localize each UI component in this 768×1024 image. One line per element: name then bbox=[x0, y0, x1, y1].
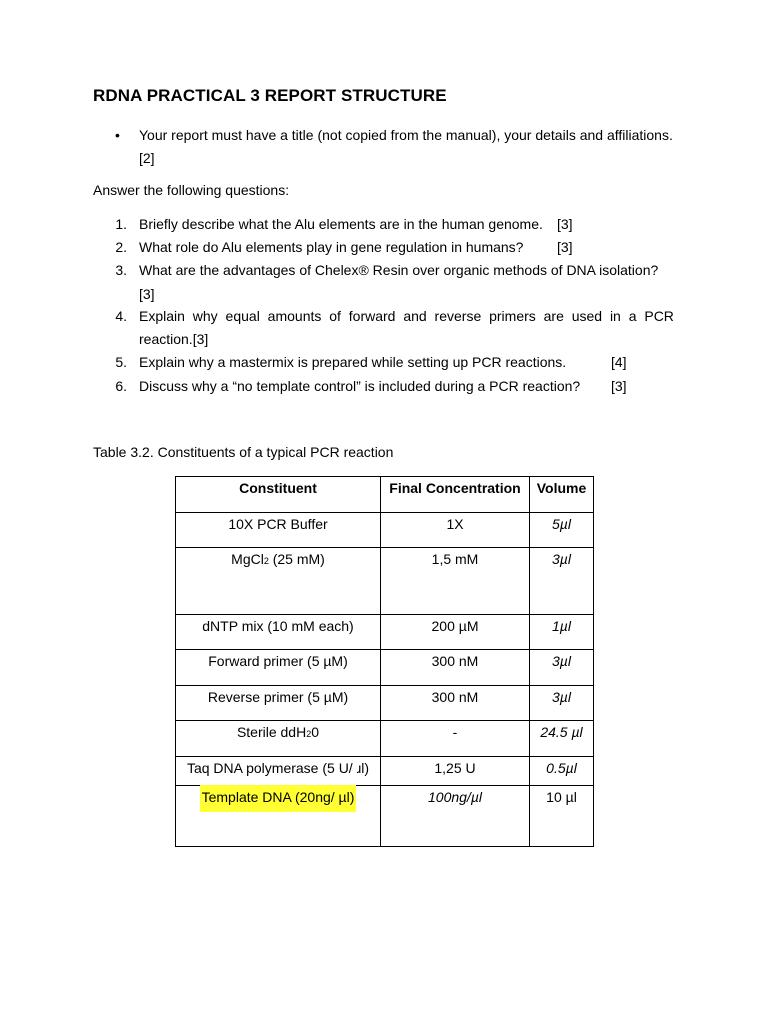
question-word: forward bbox=[348, 308, 396, 324]
table-header-row bbox=[176, 477, 594, 513]
question-number: 3. bbox=[115, 262, 127, 278]
cell-concentration: 300 nM bbox=[381, 686, 530, 721]
question-number: 2. bbox=[115, 239, 127, 255]
question-word: in bbox=[609, 308, 621, 324]
cell-concentration: 100ng/µl bbox=[381, 786, 530, 847]
cell-concentration: 300 nM bbox=[381, 650, 530, 686]
question-text: Discuss why a “no template control” is included during a PCR reaction? bbox=[139, 378, 581, 394]
question-word: PCR bbox=[644, 308, 674, 324]
table-row bbox=[176, 548, 594, 615]
cell-concentration: 1X bbox=[381, 513, 530, 548]
cell-constituent bbox=[176, 786, 381, 847]
question-number: 5. bbox=[115, 354, 127, 370]
table-row bbox=[176, 650, 594, 686]
question-word: used bbox=[571, 308, 603, 324]
question-word: Explain bbox=[139, 308, 185, 324]
question-text: Explain why a mastermix is prepared while setting up PCR reactions. bbox=[139, 354, 567, 370]
question-text-line2: reaction.[3] bbox=[139, 331, 209, 347]
bullet-line-2: [2] bbox=[139, 150, 155, 166]
question-text: Briefly describe what the Alu elements are in the human genome. bbox=[139, 216, 543, 232]
question-mark: [3] bbox=[557, 239, 573, 255]
page-title: RDNA PRACTICAL 3 REPORT STRUCTURE bbox=[93, 86, 447, 105]
constituent-text: Sterile ddH bbox=[236, 724, 307, 740]
cell-constituent bbox=[176, 721, 381, 757]
bullet-line-1: Your report must have a title (not copied from the manual), your details and affiliations. bbox=[139, 127, 673, 143]
question-word: reverse bbox=[434, 308, 482, 324]
question-item bbox=[0, 214, 768, 234]
question-number: 1. bbox=[115, 216, 127, 232]
constituent-text: MgCl bbox=[231, 551, 264, 567]
question-text: What are the advantages of Chelex® Resin over organic methods of DNA isolation? bbox=[139, 262, 659, 278]
cell-volume: 3µl bbox=[530, 650, 594, 686]
question-word: primers bbox=[489, 308, 536, 324]
table-row bbox=[176, 686, 594, 721]
question-number: 6. bbox=[115, 378, 127, 394]
cell-volume: 10 µl bbox=[530, 786, 594, 847]
cell-concentration: 200 µM bbox=[381, 615, 530, 650]
cell-constituent: Taq DNA polymerase (5 U/ ɹl) bbox=[176, 757, 381, 786]
header-final-concentration: Final Concentration bbox=[381, 477, 530, 513]
questions-intro: Answer the following questions: bbox=[93, 182, 290, 198]
pcr-constituents-table bbox=[175, 476, 594, 847]
constituent-subscript: 2 bbox=[306, 729, 312, 739]
question-item bbox=[0, 376, 768, 396]
question-text: What role do Alu elements play in gene regulation in humans? bbox=[139, 239, 524, 255]
cell-volume: 0.5µl bbox=[530, 757, 594, 786]
cell-volume: 3µl bbox=[530, 548, 594, 615]
cell-volume: 5µl bbox=[530, 513, 594, 548]
highlighted-constituent: Template DNA (20ng/ µl) bbox=[200, 785, 357, 812]
question-word: equal bbox=[225, 308, 260, 324]
question-item bbox=[0, 237, 768, 257]
question-item bbox=[0, 352, 768, 372]
cell-concentration: - bbox=[381, 721, 530, 757]
header-constituent: Constituent bbox=[176, 477, 381, 513]
table-row bbox=[176, 615, 594, 650]
table-row bbox=[176, 513, 594, 548]
question-word: why bbox=[192, 308, 218, 324]
table-row bbox=[176, 786, 594, 847]
cell-volume: 24.5 µl bbox=[530, 721, 594, 757]
cell-constituent: dNTP mix (10 mM each) bbox=[176, 615, 381, 650]
cell-concentration: 1,5 mM bbox=[381, 548, 530, 615]
constituent-subscript: 2 bbox=[263, 556, 269, 566]
question-word: a bbox=[628, 308, 637, 324]
cell-constituent: Forward primer (5 µM) bbox=[176, 650, 381, 686]
header-volume: Volume bbox=[530, 477, 594, 513]
question-word: and bbox=[403, 308, 427, 324]
question-mark: [4] bbox=[611, 354, 627, 370]
cell-volume: 3µl bbox=[530, 686, 594, 721]
cell-volume: 1µl bbox=[530, 615, 594, 650]
question-item bbox=[0, 306, 768, 350]
cell-constituent: 10X PCR Buffer bbox=[176, 513, 381, 548]
table-row bbox=[176, 721, 594, 757]
question-mark: [3] bbox=[139, 286, 155, 302]
question-item bbox=[0, 260, 768, 304]
question-word: are bbox=[543, 308, 564, 324]
table-row bbox=[176, 757, 594, 786]
question-mark: [3] bbox=[611, 378, 627, 394]
question-mark: [3] bbox=[557, 216, 573, 232]
table-caption: Table 3.2. Constituents of a typical PCR reaction bbox=[93, 444, 394, 460]
question-word: amounts bbox=[267, 308, 322, 324]
question-text bbox=[139, 306, 674, 326]
cell-constituent: Reverse primer (5 µM) bbox=[176, 686, 381, 721]
cell-concentration: 1,25 U bbox=[381, 757, 530, 786]
bullet-icon: • bbox=[115, 127, 120, 143]
cell-constituent bbox=[176, 548, 381, 615]
constituent-text: 0 bbox=[311, 724, 320, 740]
question-number: 4. bbox=[115, 308, 127, 324]
question-word: of bbox=[329, 308, 341, 324]
constituent-text: (25 mM) bbox=[268, 551, 325, 567]
